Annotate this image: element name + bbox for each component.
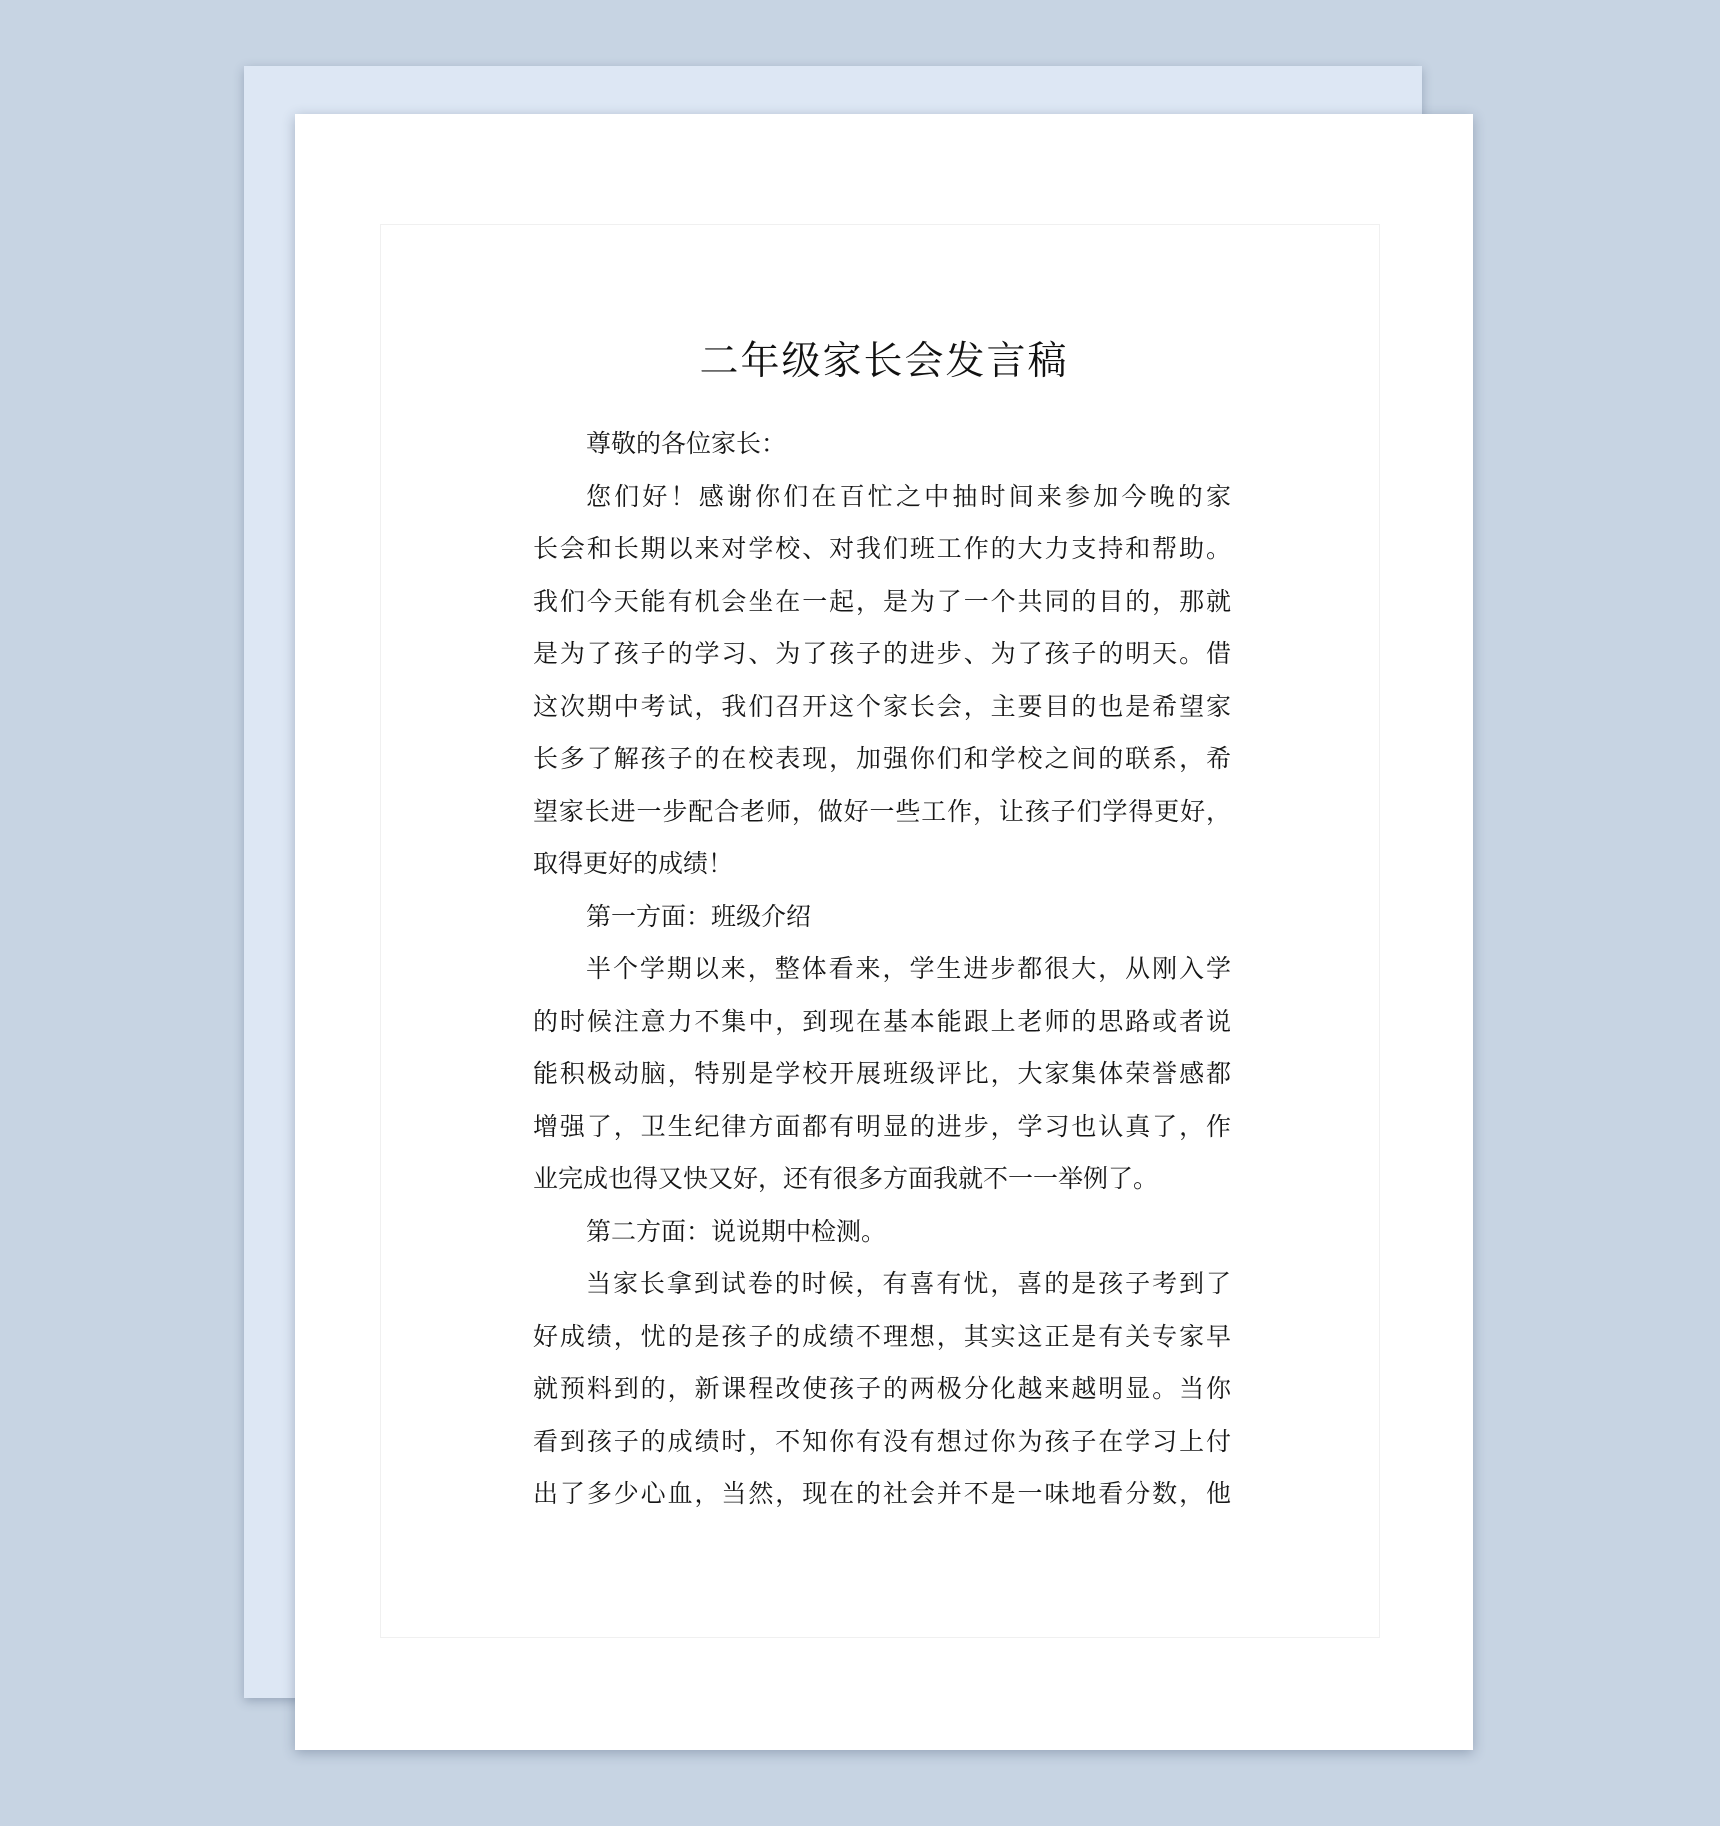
document-line: 这次期中考试，我们召开这个家长会，主要目的也是希望家: [533, 691, 1231, 721]
document-line: 就预料到的，新课程改使孩子的两极分化越来越明显。当你: [533, 1374, 1231, 1403]
document-line: 第一方面：班级介绍: [586, 901, 812, 931]
document-line: 增强了，卫生纪律方面都有明显的进步，学习也认真了，作: [533, 1111, 1231, 1141]
document-line: 尊敬的各位家长：: [586, 429, 787, 458]
document-line: 能积极动脑，特别是学校开展班级评比，大家集体荣誉感都: [533, 1059, 1231, 1088]
document-line: 望家长进一步配合老师，做好一些工作，让孩子们学得更好，: [533, 796, 1231, 826]
document-line: 我们今天能有机会坐在一起，是为了一个共同的目的，那就: [533, 586, 1231, 616]
document-line: 好成绩，忧的是孩子的成绩不理想，其实这正是有关专家早: [533, 1321, 1231, 1351]
document-page: [295, 114, 1473, 1750]
document-line: 出了多少心血，当然，现在的社会并不是一味地看分数，他: [533, 1479, 1231, 1508]
document-line: 是为了孩子的学习、为了孩子的进步、为了孩子的明天。借: [533, 639, 1231, 668]
document-line: 您们好！感谢你们在百忙之中抽时间来参加今晚的家: [586, 481, 1231, 511]
document-line: 的时候注意力不集中，到现在基本能跟上老师的思路或者说: [533, 1006, 1231, 1036]
document-line: 第二方面：说说期中检测。: [586, 1216, 887, 1246]
document-line: 半个学期以来，整体看来，学生进步都很大，从刚入学: [586, 954, 1231, 983]
document-title: 二年级家长会发言稿: [699, 339, 1069, 384]
document-line: 取得更好的成绩！: [533, 849, 734, 878]
document-line: 业完成也得又快又好，还有很多方面我就不一一举例了。: [533, 1164, 1159, 1193]
document-line: 看到孩子的成绩时，不知你有没有想过你为孩子在学习上付: [533, 1426, 1231, 1456]
document-line: 长多了解孩子的在校表现，加强你们和学校之间的联系，希: [533, 744, 1231, 773]
document-body: [533, 418, 1231, 1521]
document-line: 当家长拿到试卷的时候，有喜有忧，喜的是孩子考到了: [586, 1269, 1231, 1298]
document-line: 长会和长期以来对学校、对我们班工作的大力支持和帮助。: [533, 534, 1231, 563]
